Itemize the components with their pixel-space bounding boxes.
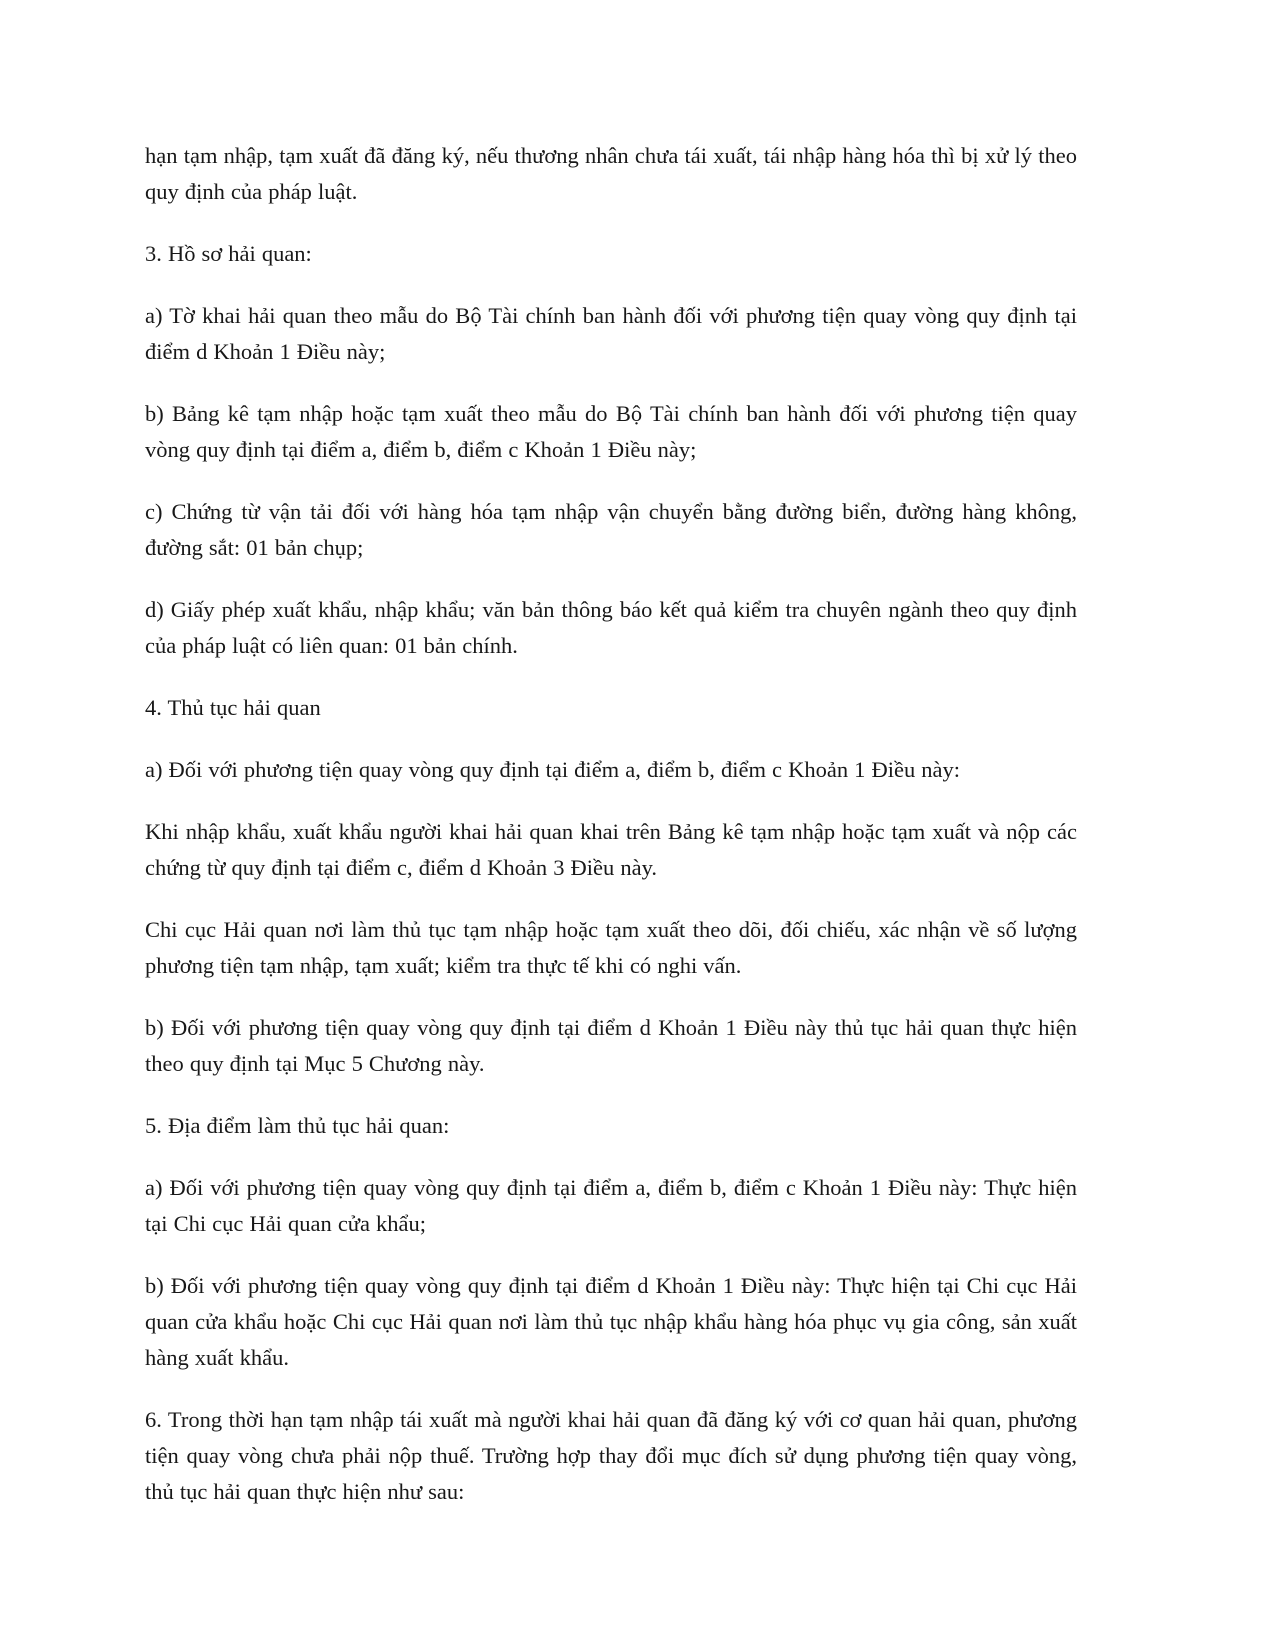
- paragraph-4b: b) Đối với phương tiện quay vòng quy định tại điểm d Khoản 1 Điều này thủ tục hải quan thực hiện theo quy định tại Mục 5 Chương này.: [145, 1015, 1077, 1076]
- paragraph-4a: a) Đối với phương tiện quay vòng quy định tại điểm a, điểm b, điểm c Khoản 1 Điều này:: [145, 757, 961, 782]
- paragraph-continued-intro: hạn tạm nhập, tạm xuất đã đăng ký, nếu thương nhân chưa tái xuất, tái nhập hàng hóa thì bị xử lý theo quy định của pháp luật.: [145, 143, 1077, 204]
- paragraph-section-6: 6. Trong thời hạn tạm nhập tái xuất mà người khai hải quan đã đăng ký với cơ quan hải quan, phương tiện quay vòng chưa phải nộp thuế. Trường hợp thay đổi mục đích sử dụng phương tiện quay vòng, thủ tục hải quan thực hiện như sau:: [145, 1407, 1077, 1504]
- heading-section-5: 5. Địa điểm làm thủ tục hải quan:: [145, 1113, 450, 1138]
- heading-section-3: 3. Hồ sơ hải quan:: [145, 241, 312, 266]
- paragraph-4a-2: Chi cục Hải quan nơi làm thủ tục tạm nhập hoặc tạm xuất theo dõi, đối chiếu, xác nhận về số lượng phương tiện tạm nhập, tạm xuất; kiểm tra thực tế khi có nghi vấn.: [145, 917, 1077, 978]
- paragraph-3c: c) Chứng từ vận tải đối với hàng hóa tạm nhập vận chuyển bằng đường biển, đường hàng không, đường sắt: 01 bản chụp;: [145, 499, 1077, 560]
- paragraph-3a: a) Tờ khai hải quan theo mẫu do Bộ Tài chính ban hành đối với phương tiện quay vòng quy định tại điểm d Khoản 1 Điều này;: [145, 303, 1077, 364]
- paragraph-3b: b) Bảng kê tạm nhập hoặc tạm xuất theo mẫu do Bộ Tài chính ban hành đối với phương tiện quay vòng quy định tại điểm a, điểm b, điểm c Khoản 1 Điều này;: [145, 401, 1077, 462]
- paragraph-3d: d) Giấy phép xuất khẩu, nhập khẩu; văn bản thông báo kết quả kiểm tra chuyên ngành theo quy định của pháp luật có liên quan: 01 bản chính.: [145, 597, 1077, 658]
- paragraph-5a: a) Đối với phương tiện quay vòng quy định tại điểm a, điểm b, điểm c Khoản 1 Điều này: Thực hiện tại Chi cục Hải quan cửa khẩu;: [145, 1175, 1077, 1236]
- paragraph-4a-1: Khi nhập khẩu, xuất khẩu người khai hải quan khai trên Bảng kê tạm nhập hoặc tạm xuất và nộp các chứng từ quy định tại điểm c, điểm d Khoản 3 Điều này.: [145, 819, 1077, 880]
- paragraph-5b: b) Đối với phương tiện quay vòng quy định tại điểm d Khoản 1 Điều này: Thực hiện tại Chi cục Hải quan cửa khẩu hoặc Chi cục Hải quan nơi làm thủ tục nhập khẩu hàng hóa phục vụ gia công, sản xuất hàng xuất khẩu.: [145, 1273, 1077, 1370]
- document-body: [145, 138, 1077, 1510]
- heading-section-4: 4. Thủ tục hải quan: [145, 695, 321, 720]
